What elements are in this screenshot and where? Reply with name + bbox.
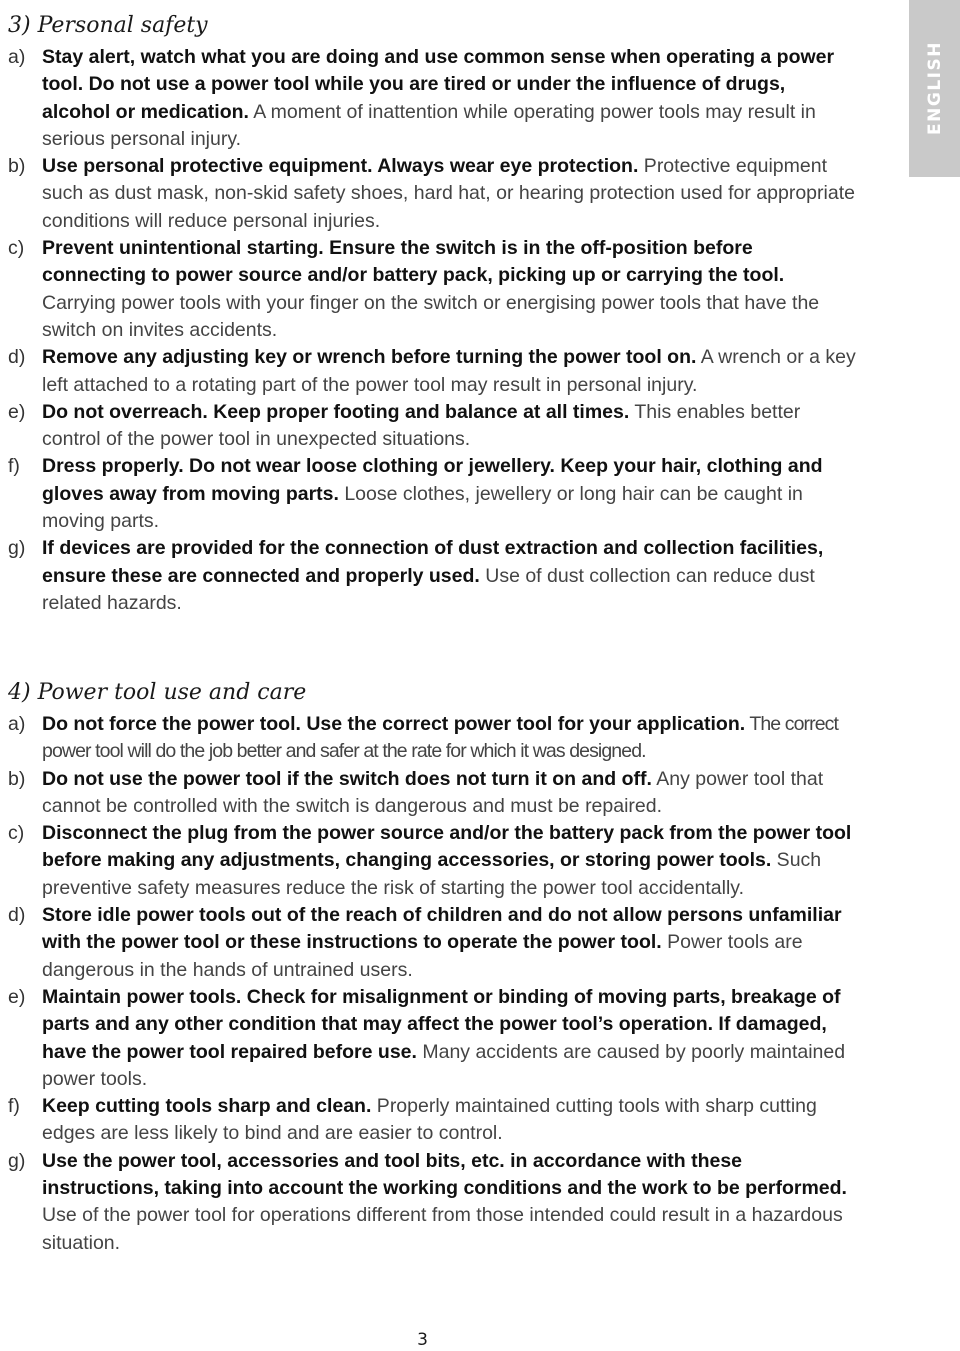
section-heading: 4) Power tool use and care	[8, 680, 307, 705]
item-marker: f)	[8, 455, 20, 478]
item-marker: g)	[8, 537, 26, 560]
language-tab-label: ENGLISH	[924, 41, 945, 135]
section-power-tool-use-and-care	[8, 675, 858, 1257]
item-warning: Stay alert, watch what you are doing and use common sense when operating a power tool. Do not use a power tool while you are tired or under the influence of drugs, alcohol or medication.	[42, 46, 835, 123]
item-text	[42, 984, 858, 1093]
item-marker: g)	[8, 1149, 26, 1172]
list-item	[8, 535, 858, 617]
item-text	[42, 235, 858, 344]
item-explanation: Use of dust collection can reduce dust related hazards.	[42, 564, 815, 614]
item-marker: a)	[8, 46, 26, 68]
item-marker: f)	[8, 1095, 20, 1118]
item-warning: Store idle power tools out of the reach of children and do not allow persons unfamiliar with the power tool or these instructions to operate the power tool.	[42, 904, 842, 954]
language-tab	[909, 0, 960, 177]
list-item	[8, 711, 858, 766]
item-explanation: Properly maintained cutting tools with sharp cutting edges are less likely to bind and are easier to control.	[42, 1095, 817, 1145]
item-explanation: Many accidents are caused by poorly maintained power tools.	[42, 1040, 846, 1090]
item-explanation: Any power tool that cannot be controlled with the switch is dangerous and must be repaired.	[42, 767, 824, 817]
list-item	[8, 399, 858, 454]
item-warning: Maintain power tools. Check for misalignment or binding of moving parts, breakage of parts and any other condition that may affect the power tool’s operation. If damaged, have the power tool repaired before use.	[42, 985, 841, 1063]
item-text	[42, 344, 858, 399]
item-warning: Disconnect the plug from the power source and/or the battery pack from the power tool before making any adjustments, changing accessories, or storing power tools.	[42, 822, 852, 872]
list-item	[8, 44, 858, 153]
item-warning: Keep cutting tools sharp and clean.	[42, 1095, 372, 1118]
item-explanation: This enables better control of the power tool in unexpected situations.	[42, 400, 801, 451]
item-explanation: Power tools are dangerous in the hands of untrained users.	[42, 931, 803, 981]
item-warning: If devices are provided for the connection of dust extraction and collection facilities, ensure these are connected and properly used.	[42, 537, 824, 587]
item-marker: b)	[8, 155, 26, 178]
item-marker: d)	[8, 904, 26, 927]
list-item	[8, 766, 858, 821]
item-explanation: Protective equipment such as dust mask, non-skid safety shoes, hard hat, or hearing protection used for appropriate conditions will reduce personal injuries.	[42, 155, 855, 232]
item-marker: c)	[8, 237, 25, 260]
item-explanation: A wrench or a key left attached to a rotating part of the power tool may result in personal injury.	[42, 346, 856, 396]
item-warning: Do not force the power tool. Use the correct power tool for your application.	[42, 713, 746, 735]
item-text	[42, 153, 858, 235]
list-item	[8, 902, 858, 984]
item-text	[42, 535, 858, 617]
list-item	[8, 344, 858, 399]
item-explanation: The correct power tool will do the job better and safer at the rate for which it was designed.	[42, 713, 839, 763]
item-marker: e)	[8, 985, 26, 1008]
item-text	[42, 902, 858, 984]
list-item	[8, 235, 858, 344]
item-text	[42, 453, 858, 535]
item-text	[42, 766, 858, 821]
item-text	[42, 399, 858, 454]
list-item	[8, 153, 858, 235]
item-marker: c)	[8, 822, 25, 845]
list-item	[8, 820, 858, 902]
item-explanation: Loose clothes, jewellery or long hair can be caught in moving parts.	[42, 482, 803, 533]
item-explanation: Carrying power tools with your finger on the switch or energising power tools that have the switch on invites accidents.	[42, 291, 820, 341]
page-number: 3	[417, 1330, 428, 1350]
item-marker: a)	[8, 713, 26, 735]
item-marker: d)	[8, 346, 26, 369]
list-item	[8, 1093, 858, 1148]
item-warning: Dress properly. Do not wear loose clothing or jewellery. Keep your hair, clothing and gloves away from moving parts.	[42, 455, 823, 505]
item-warning: Remove any adjusting key or wrench before turning the power tool on.	[42, 346, 697, 369]
item-explanation: Such preventive safety measures reduce the risk of starting the power tool accidentally.	[42, 849, 822, 899]
list-item	[8, 1148, 858, 1257]
item-explanation: A moment of inattention while operating power tools may result in serious personal injury.	[42, 100, 816, 150]
item-text	[42, 1148, 858, 1257]
item-text	[42, 820, 858, 902]
item-text	[42, 44, 858, 153]
item-warning: Use the power tool, accessories and tool bits, etc. in accordance with these instructions, taking into account the working conditions and the work to be performed.	[42, 1149, 847, 1200]
list-item	[8, 984, 858, 1093]
item-warning: Do not overreach. Keep proper footing and balance at all times.	[42, 400, 630, 423]
item-text	[42, 711, 858, 766]
item-warning: Prevent unintentional starting. Ensure the switch is in the off-position before connecting to power source and/or battery pack, picking up or carrying the tool.	[42, 237, 785, 287]
item-warning: Do not use the power tool if the switch does not turn it on and off.	[42, 767, 652, 790]
item-explanation: Use of the power tool for operations different from those intended could result in a hazardous situation.	[42, 1204, 843, 1254]
item-marker: e)	[8, 400, 26, 423]
section-personal-safety	[8, 8, 858, 617]
section-heading: 3) Personal safety	[8, 13, 208, 38]
item-text	[42, 1093, 858, 1148]
item-marker: b)	[8, 767, 26, 790]
item-warning: Use personal protective equipment. Always wear eye protection.	[42, 155, 639, 178]
list-item	[8, 453, 858, 535]
